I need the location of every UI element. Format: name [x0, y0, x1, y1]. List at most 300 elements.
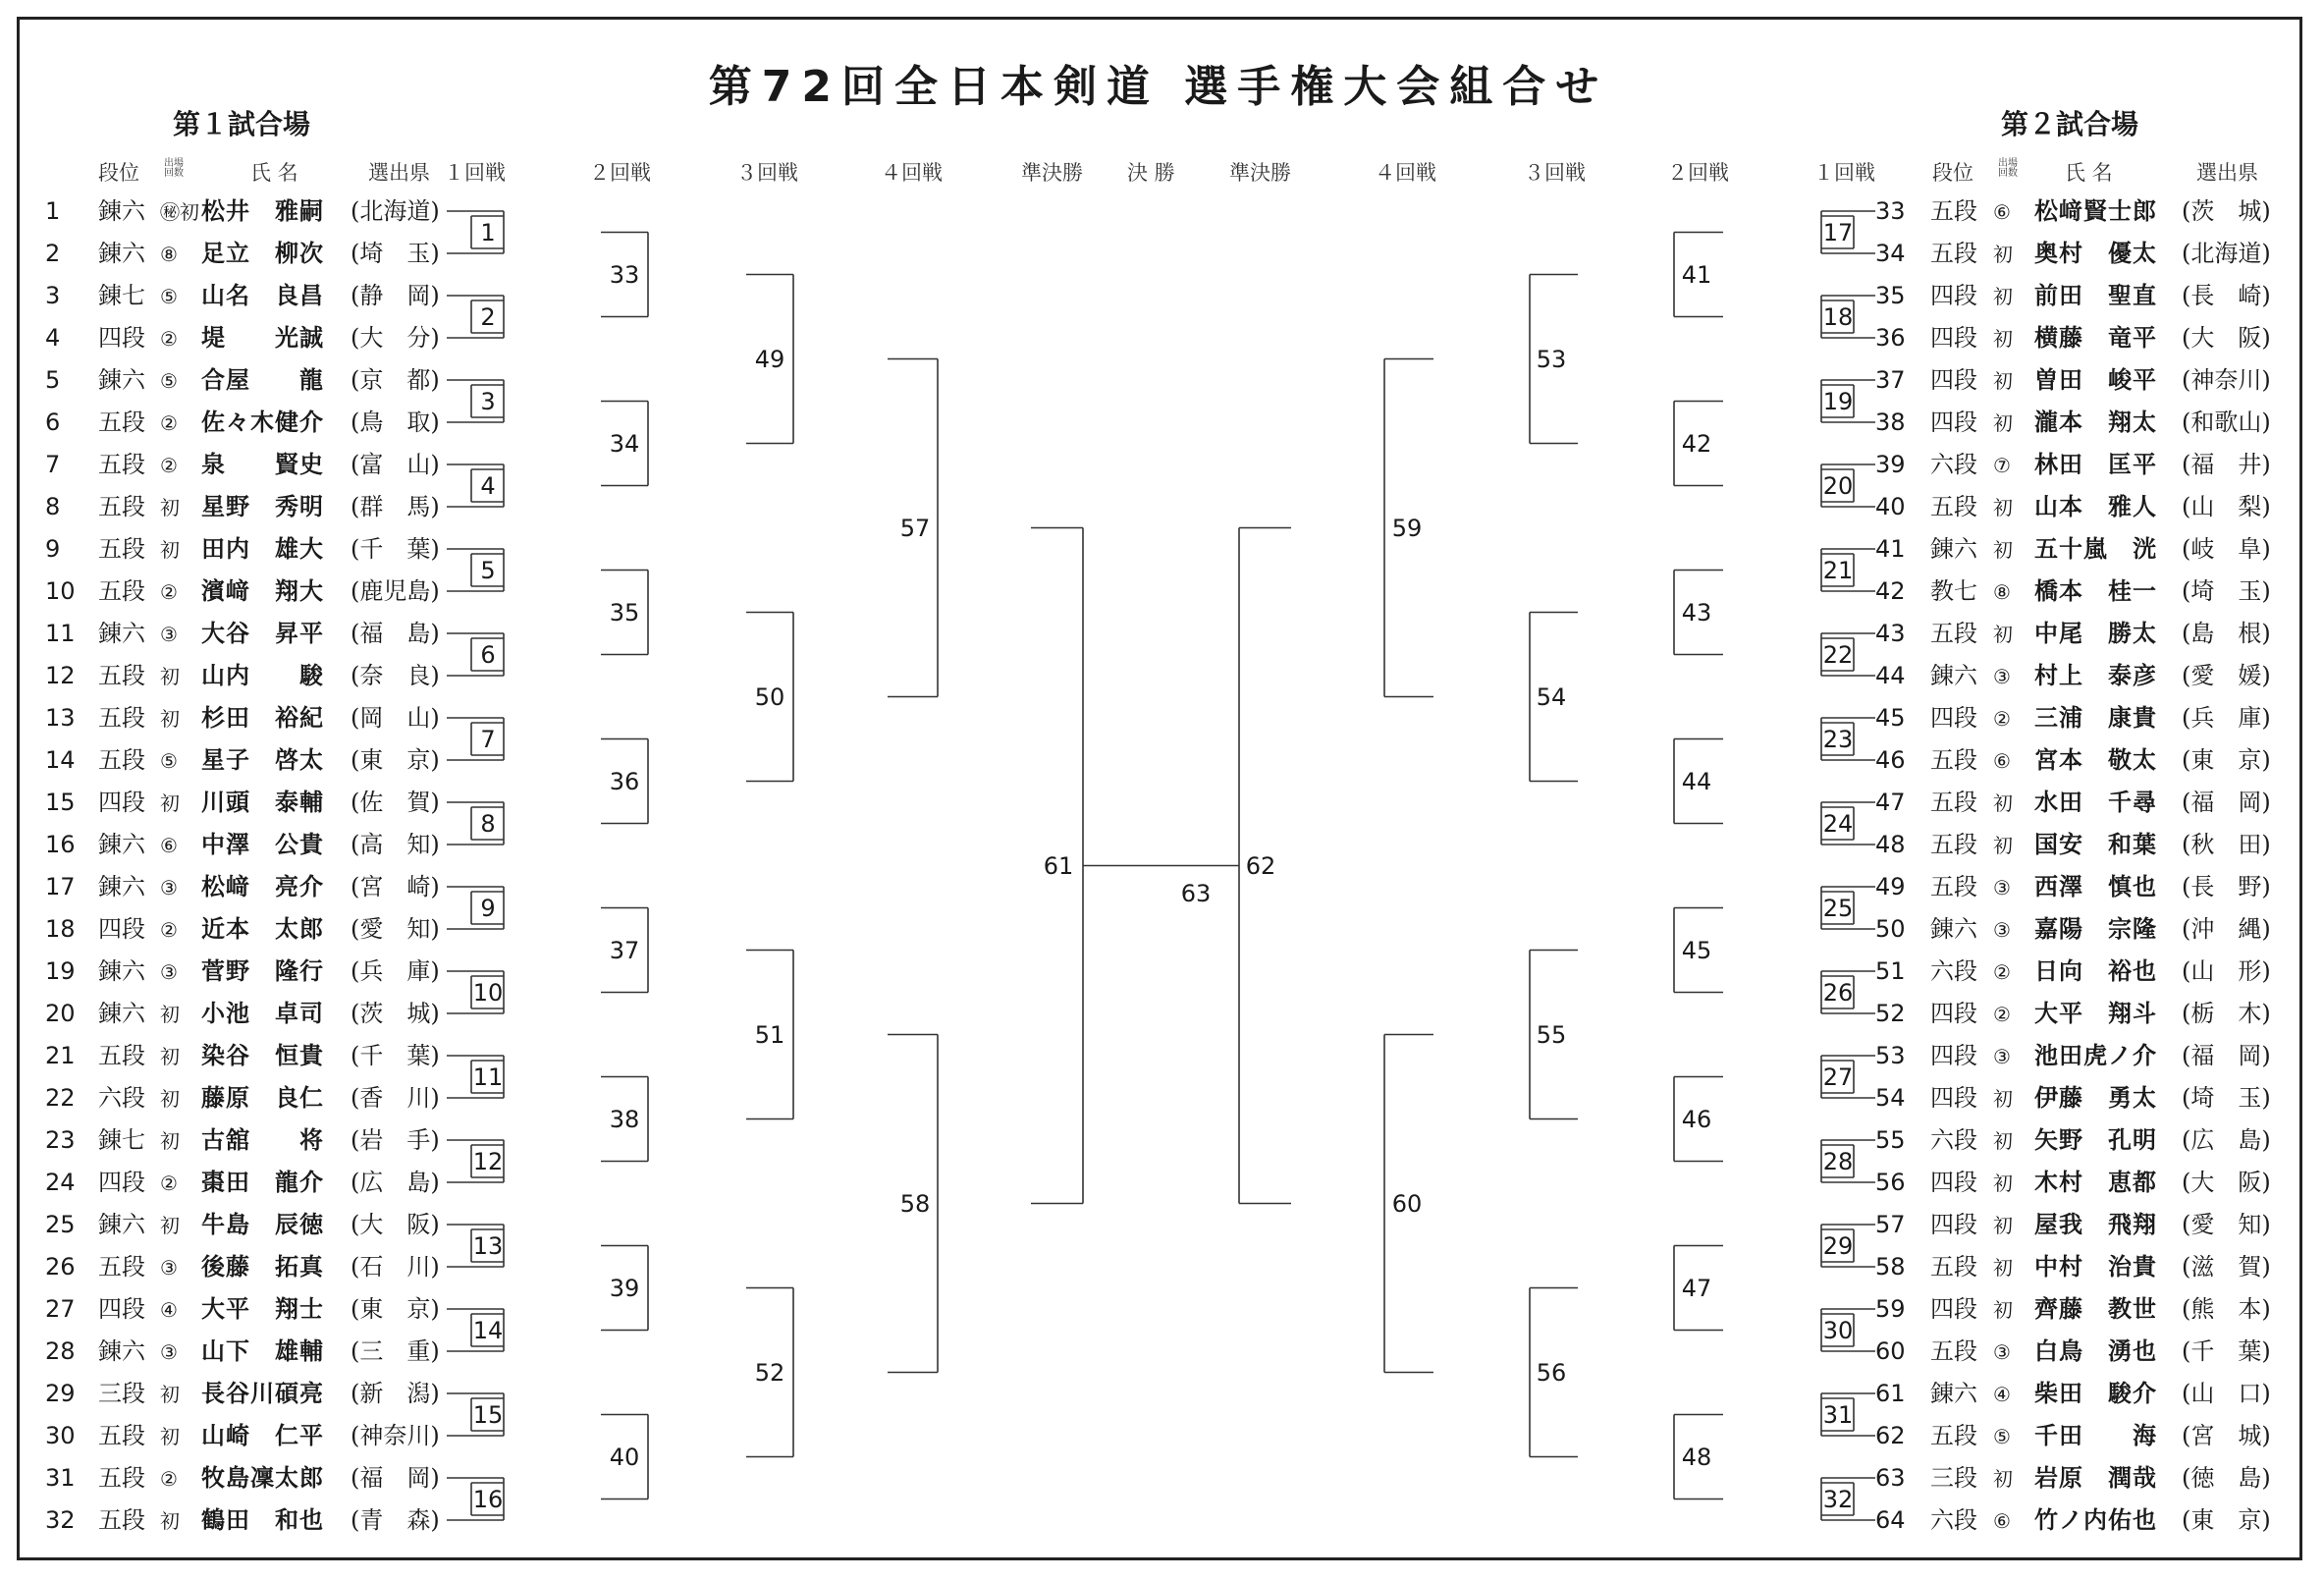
player-number: 41 [1875, 535, 1906, 563]
player-appearances: ④ [1993, 1383, 2011, 1406]
header-r2-left: ２回戦 [589, 161, 651, 185]
player-name: 瀧本 翔太 [2034, 409, 2157, 436]
player-number: 38 [1875, 409, 1906, 436]
player-name: 林田 匡平 [2034, 451, 2157, 478]
player-number: 18 [45, 915, 76, 943]
match-number-r2: 40 [609, 1443, 640, 1471]
player-number: 54 [1875, 1084, 1906, 1112]
player-number: 37 [1875, 366, 1906, 394]
player-rank: 六段 [98, 1084, 145, 1112]
match-number-r1: 8 [480, 809, 496, 838]
player-rank: 錬七 [98, 1126, 145, 1154]
match-number-r2: 46 [1681, 1105, 1712, 1133]
player-rank: 五段 [1930, 789, 1977, 816]
player-appearances: ② [160, 411, 178, 435]
match-number-r2: 38 [609, 1105, 640, 1133]
player-prefecture: (茨 城) [2182, 197, 2271, 225]
player-name: 山本 雅人 [2034, 493, 2157, 520]
match-number-r1: 16 [472, 1485, 504, 1513]
player-prefecture: (岐 阜) [2182, 535, 2271, 563]
match-number-r3: 54 [1536, 682, 1567, 711]
player-prefecture: (大 阪) [2182, 1169, 2271, 1196]
player-number: 33 [1875, 197, 1906, 225]
match-number-r1: 18 [1822, 302, 1854, 331]
player-prefecture: (千 葉) [2182, 1337, 2271, 1365]
player-name: 千田 海 [2034, 1422, 2157, 1449]
player-rank: 五段 [1930, 1253, 1977, 1281]
player-rank: 錬六 [98, 366, 145, 394]
match-number-r2: 41 [1681, 260, 1712, 289]
player-number: 34 [1875, 240, 1906, 267]
player-prefecture: (広 島) [2182, 1126, 2271, 1154]
player-number: 43 [1875, 620, 1906, 647]
player-rank: 五段 [98, 577, 145, 605]
player-appearances: ② [160, 580, 178, 604]
player-prefecture: (千 葉) [351, 535, 440, 563]
header-count-bottom: 回数 [164, 168, 184, 179]
player-number: 48 [1875, 831, 1906, 858]
player-prefecture: (兵 庫) [2182, 704, 2271, 732]
player-number: 14 [45, 746, 76, 774]
player-rank: 五段 [1930, 1337, 1977, 1365]
player-appearances: ④ [160, 1298, 178, 1322]
match-number-r1: 3 [480, 387, 496, 415]
player-appearances: 初 [160, 1045, 180, 1068]
header-r2-right: ２回戦 [1667, 161, 1729, 185]
player-appearances: 初 [1993, 1467, 2013, 1491]
player-prefecture: (富 山) [351, 451, 440, 478]
header-r4-right: ４回戦 [1375, 161, 1436, 185]
header-semi-left: 準決勝 [1021, 161, 1083, 185]
player-rank: 五段 [98, 1422, 145, 1449]
match-number-r3: 52 [754, 1358, 785, 1387]
match-number-r4: 58 [899, 1189, 931, 1218]
match-number-semi-left: 61 [1043, 851, 1074, 880]
player-name: 山名 良昌 [201, 282, 324, 309]
player-name: 大谷 昇平 [201, 620, 324, 647]
player-name: 鶴田 和也 [201, 1506, 324, 1534]
player-appearances: ③ [1993, 1045, 2011, 1068]
player-name: 杉田 裕紀 [201, 704, 324, 732]
player-number: 25 [45, 1211, 76, 1238]
player-rank: 錬七 [98, 282, 145, 309]
player-name: 宮本 敬太 [2034, 746, 2157, 774]
match-number-r1: 2 [480, 302, 496, 331]
player-rank: 錬六 [98, 1211, 145, 1238]
player-appearances: 初 [160, 538, 180, 562]
player-appearances: ③ [1993, 876, 2011, 900]
match-number-r2: 39 [609, 1274, 640, 1302]
player-prefecture: (熊 本) [2182, 1295, 2271, 1323]
match-number-r1: 13 [472, 1231, 504, 1260]
player-prefecture: (東 京) [351, 746, 440, 774]
match-number-r4: 60 [1391, 1189, 1423, 1218]
match-number-r1: 17 [1822, 218, 1854, 246]
player-appearances: 初 [160, 791, 180, 815]
match-number-r1: 28 [1822, 1147, 1854, 1175]
player-appearances: 初 [160, 1425, 180, 1448]
player-prefecture: (大 分) [351, 324, 440, 352]
player-appearances: ⑧ [1993, 580, 2011, 604]
player-number: 29 [45, 1380, 76, 1407]
player-appearances: 初 [1993, 1087, 2013, 1111]
player-appearances: ⑥ [160, 834, 178, 857]
match-number-r1: 1 [480, 218, 496, 246]
player-number: 44 [1875, 662, 1906, 689]
player-prefecture: (山 梨) [2182, 493, 2271, 520]
match-number-r1: 9 [480, 894, 496, 922]
player-number: 5 [45, 366, 61, 394]
player-prefecture: (福 岡) [2182, 1042, 2271, 1069]
match-number-r2: 48 [1681, 1443, 1712, 1471]
player-appearances: ② [160, 327, 178, 351]
player-number: 52 [1875, 1000, 1906, 1027]
match-number-semi-right: 62 [1245, 851, 1276, 880]
header-final: 決 勝 [1127, 161, 1175, 185]
player-appearances: 初 [160, 1214, 180, 1237]
player-rank: 錬六 [98, 957, 145, 985]
player-name: 牛島 辰徳 [201, 1211, 324, 1238]
player-number: 46 [1875, 746, 1906, 774]
player-name: 菅野 隆行 [201, 957, 324, 985]
match-number-r2: 43 [1681, 598, 1712, 627]
match-number-r1: 29 [1822, 1231, 1854, 1260]
player-appearances: 初 [1993, 1298, 2013, 1322]
player-prefecture: (山 口) [2182, 1380, 2271, 1407]
player-name: 近本 太郎 [201, 915, 324, 943]
player-name: 合屋 龍 [201, 366, 324, 394]
player-prefecture: (埼 玉) [351, 240, 440, 267]
player-name: 前田 聖直 [2034, 282, 2157, 309]
player-appearances: ⑥ [1993, 200, 2011, 224]
match-number-r2: 45 [1681, 936, 1712, 964]
player-appearances: ③ [1993, 665, 2011, 688]
player-appearances: 初 [1993, 1214, 2013, 1237]
match-number-r1: 5 [480, 556, 496, 584]
player-name: 染谷 恒貴 [201, 1042, 324, 1069]
player-name: 佐々木健介 [201, 409, 324, 436]
match-number-r1: 27 [1822, 1063, 1854, 1091]
match-number-r3: 53 [1536, 345, 1567, 373]
player-name: 伊藤 勇太 [2034, 1084, 2157, 1112]
match-number-r1: 10 [472, 978, 504, 1007]
player-rank: 錬六 [98, 240, 145, 267]
match-number-r2: 34 [609, 429, 640, 458]
player-number: 31 [45, 1464, 76, 1492]
match-number-r1: 32 [1822, 1485, 1854, 1513]
player-appearances: 初 [160, 1129, 180, 1153]
player-rank: 四段 [98, 789, 145, 816]
player-number: 17 [45, 873, 76, 900]
player-rank: 五段 [98, 451, 145, 478]
player-appearances: ⑥ [1993, 1509, 2011, 1533]
player-name: 松﨑 亮介 [201, 873, 324, 900]
match-number-r1: 19 [1822, 387, 1854, 415]
match-number-final: 63 [1180, 879, 1212, 907]
player-name: 泉 賢史 [201, 451, 324, 478]
player-appearances: ② [160, 918, 178, 942]
player-number: 19 [45, 957, 76, 985]
player-rank: 五段 [1930, 197, 1977, 225]
player-prefecture: (愛 媛) [2182, 662, 2271, 689]
player-prefecture: (千 葉) [351, 1042, 440, 1069]
match-number-r1: 22 [1822, 640, 1854, 669]
match-number-r2: 35 [609, 598, 640, 627]
header-pref-right: 選出県 [2196, 161, 2258, 185]
match-number-r2: 44 [1681, 767, 1712, 795]
player-prefecture: (広 島) [351, 1169, 440, 1196]
player-prefecture: (茨 城) [351, 1000, 440, 1027]
player-number: 36 [1875, 324, 1906, 352]
player-prefecture: (宮 崎) [351, 873, 440, 900]
player-number: 45 [1875, 704, 1906, 732]
player-prefecture: (高 知) [351, 831, 440, 858]
player-name: 橋本 桂一 [2034, 577, 2157, 605]
player-number: 59 [1875, 1295, 1906, 1323]
player-appearances: ⑥ [1993, 749, 2011, 773]
player-rank: 四段 [1930, 1295, 1977, 1323]
player-appearances: 初 [1993, 1172, 2013, 1195]
player-name: 中村 治貴 [2034, 1253, 2157, 1281]
player-name: 星野 秀明 [201, 493, 324, 520]
player-prefecture: (鳥 取) [351, 409, 440, 436]
player-number: 64 [1875, 1506, 1906, 1534]
match-number-r1: 20 [1822, 471, 1854, 500]
match-number-r4: 57 [899, 514, 931, 542]
header-name-left: 氏 名 [250, 161, 298, 185]
player-appearances: 初 [1993, 285, 2013, 308]
player-prefecture: (大 阪) [351, 1211, 440, 1238]
player-appearances: 初 [160, 665, 180, 688]
player-prefecture: (福 井) [2182, 451, 2271, 478]
player-name: 中尾 勝太 [2034, 620, 2157, 647]
player-prefecture: (佐 賀) [351, 789, 440, 816]
player-prefecture: (徳 島) [2182, 1464, 2271, 1492]
player-number: 3 [45, 282, 61, 309]
player-name: 木村 恵都 [2034, 1169, 2157, 1196]
player-prefecture: (栃 木) [2182, 1000, 2271, 1027]
player-appearances: ② [1993, 960, 2011, 984]
player-name: 屋我 飛翔 [2034, 1211, 2157, 1238]
player-name: 五十嵐 洸 [2034, 535, 2157, 563]
player-number: 22 [45, 1084, 76, 1112]
player-appearances: 初 [1993, 623, 2013, 646]
player-number: 53 [1875, 1042, 1906, 1069]
player-name: 田内 雄大 [201, 535, 324, 563]
player-appearances: ③ [160, 960, 178, 984]
header-r3-right: ３回戦 [1524, 161, 1586, 185]
match-number-r1: 24 [1822, 809, 1854, 838]
player-number: 8 [45, 493, 61, 520]
match-number-r1: 6 [480, 640, 496, 669]
player-number: 42 [1875, 577, 1906, 605]
player-appearances: 初 [1993, 243, 2013, 266]
header-name-right: 氏 名 [2065, 161, 2113, 185]
player-number: 9 [45, 535, 61, 563]
player-number: 28 [45, 1337, 76, 1365]
header-r4-left: ４回戦 [881, 161, 943, 185]
player-name: 岩原 潤哉 [2034, 1464, 2157, 1492]
player-rank: 五段 [98, 535, 145, 563]
player-prefecture: (福 島) [351, 620, 440, 647]
match-number-r1: 30 [1822, 1316, 1854, 1344]
player-name: 長谷川碩亮 [201, 1380, 324, 1407]
player-name: 大平 翔士 [201, 1295, 324, 1323]
player-appearances: ② [160, 1467, 178, 1491]
player-rank: 五段 [1930, 493, 1977, 520]
match-number-r1: 11 [472, 1063, 504, 1091]
player-name: 柴田 駿介 [2034, 1380, 2157, 1407]
header-rank-right: 段位 [1932, 161, 1973, 185]
player-appearances: 初 [1993, 1256, 2013, 1280]
player-name: 池田虎ノ介 [2034, 1042, 2157, 1069]
player-rank: 五段 [1930, 620, 1977, 647]
player-prefecture: (三 重) [351, 1337, 440, 1365]
player-prefecture: (奈 良) [351, 662, 440, 689]
player-number: 50 [1875, 915, 1906, 943]
player-prefecture: (神奈川) [2182, 366, 2271, 394]
player-number: 10 [45, 577, 76, 605]
player-prefecture: (愛 知) [351, 915, 440, 943]
player-rank: 五段 [98, 409, 145, 436]
player-name: 藤原 良仁 [201, 1084, 324, 1112]
court-2-label: 第２試合場 [2001, 108, 2139, 140]
player-prefecture: (群 馬) [351, 493, 440, 520]
player-name: 三浦 康貴 [2034, 704, 2157, 732]
player-prefecture: (新 潟) [351, 1380, 440, 1407]
player-name: 山崎 仁平 [201, 1422, 324, 1449]
player-rank: 錬六 [98, 831, 145, 858]
player-rank: 三段 [98, 1380, 145, 1407]
player-number: 11 [45, 620, 76, 647]
player-name: 日向 裕也 [2034, 957, 2157, 985]
match-number-r1: 14 [472, 1316, 504, 1344]
player-appearances: 初 [1993, 834, 2013, 857]
player-prefecture: (青 森) [351, 1506, 440, 1534]
player-number: 24 [45, 1169, 76, 1196]
player-prefecture: (沖 縄) [2182, 915, 2271, 943]
match-number-r1: 25 [1822, 894, 1854, 922]
player-number: 60 [1875, 1337, 1906, 1365]
player-appearances: 初 [160, 1509, 180, 1533]
player-prefecture: (埼 玉) [2182, 1084, 2271, 1112]
match-number-r2: 42 [1681, 429, 1712, 458]
player-number: 62 [1875, 1422, 1906, 1449]
player-appearances: ② [160, 454, 178, 477]
player-prefecture: (京 都) [351, 366, 440, 394]
player-appearances: 初 [1993, 538, 2013, 562]
header-semi-right: 準決勝 [1229, 161, 1291, 185]
match-number-r1: 12 [472, 1147, 504, 1175]
player-rank: 四段 [1930, 1042, 1977, 1069]
match-number-r1: 23 [1822, 725, 1854, 753]
player-name: 川頭 泰輔 [201, 789, 324, 816]
player-prefecture: (北海道) [2182, 240, 2271, 267]
player-appearances: 初 [160, 1087, 180, 1111]
player-rank: 錬六 [98, 1000, 145, 1027]
player-name: 山下 雄輔 [201, 1337, 324, 1365]
player-number: 30 [45, 1422, 76, 1449]
header-count-top: 出場 [1998, 158, 2018, 169]
player-rank: 四段 [1930, 409, 1977, 436]
player-number: 40 [1875, 493, 1906, 520]
player-appearances: 初 [1993, 791, 2013, 815]
court-1-label: 第１試合場 [173, 108, 311, 140]
player-number: 4 [45, 324, 61, 352]
player-prefecture: (和歌山) [2182, 409, 2271, 436]
header-pref-left: 選出県 [368, 161, 430, 185]
player-appearances: ③ [1993, 918, 2011, 942]
player-appearances: ⑤ [1993, 1425, 2011, 1448]
player-prefecture: (北海道) [351, 197, 440, 225]
player-name: 山内 駿 [201, 662, 324, 689]
player-appearances: ② [160, 1172, 178, 1195]
player-number: 23 [45, 1126, 76, 1154]
match-number-r1: 26 [1822, 978, 1854, 1007]
player-number: 7 [45, 451, 61, 478]
player-appearances: 初 [160, 1003, 180, 1026]
player-appearances: ② [1993, 707, 2011, 731]
player-rank: 四段 [98, 915, 145, 943]
player-appearances: ⑦ [1993, 454, 2011, 477]
player-rank: 四段 [98, 1169, 145, 1196]
player-appearances: 初 [1993, 411, 2013, 435]
match-number-r2: 36 [609, 767, 640, 795]
player-prefecture: (長 崎) [2182, 282, 2271, 309]
player-rank: 四段 [98, 324, 145, 352]
player-prefecture: (兵 庫) [351, 957, 440, 985]
player-number: 12 [45, 662, 76, 689]
player-name: 大平 翔斗 [2034, 1000, 2157, 1027]
player-number: 26 [45, 1253, 76, 1281]
page-title: 第72回全日本剣道 選手権大会組合せ [708, 62, 1609, 112]
player-number: 61 [1875, 1380, 1906, 1407]
player-rank: 三段 [1930, 1464, 1977, 1492]
match-number-r3: 55 [1536, 1020, 1567, 1049]
player-rank: 六段 [1930, 1126, 1977, 1154]
match-number-r2: 33 [609, 260, 640, 289]
player-appearances: ③ [160, 1340, 178, 1364]
player-number: 2 [45, 240, 61, 267]
player-rank: 錬六 [98, 1337, 145, 1365]
player-rank: 教七 [1930, 577, 1977, 605]
player-name: 横藤 竜平 [2034, 324, 2157, 352]
player-rank: 四段 [1930, 282, 1977, 309]
player-rank: 四段 [1930, 1211, 1977, 1238]
player-name: 小池 卓司 [201, 1000, 324, 1027]
player-rank: 五段 [1930, 746, 1977, 774]
player-name: 曽田 峻平 [2034, 366, 2157, 394]
player-number: 58 [1875, 1253, 1906, 1281]
player-name: 堤 光誠 [201, 324, 324, 352]
player-name: 古舘 将 [201, 1126, 324, 1154]
match-number-r1: 21 [1822, 556, 1854, 584]
player-rank: 錬六 [98, 873, 145, 900]
player-appearances: ③ [160, 623, 178, 646]
player-number: 35 [1875, 282, 1906, 309]
player-appearances: 初 [160, 707, 180, 731]
player-prefecture: (東 京) [2182, 746, 2271, 774]
match-number-r4: 59 [1391, 514, 1423, 542]
match-number-r3: 51 [754, 1020, 785, 1049]
header-count-bottom: 回数 [1998, 168, 2018, 179]
player-name: 牧島凜太郎 [201, 1464, 324, 1492]
player-prefecture: (宮 城) [2182, 1422, 2271, 1449]
player-appearances: 初 [160, 1383, 180, 1406]
player-appearances: 初 [1993, 1129, 2013, 1153]
player-rank: 六段 [1930, 451, 1977, 478]
player-number: 47 [1875, 789, 1906, 816]
